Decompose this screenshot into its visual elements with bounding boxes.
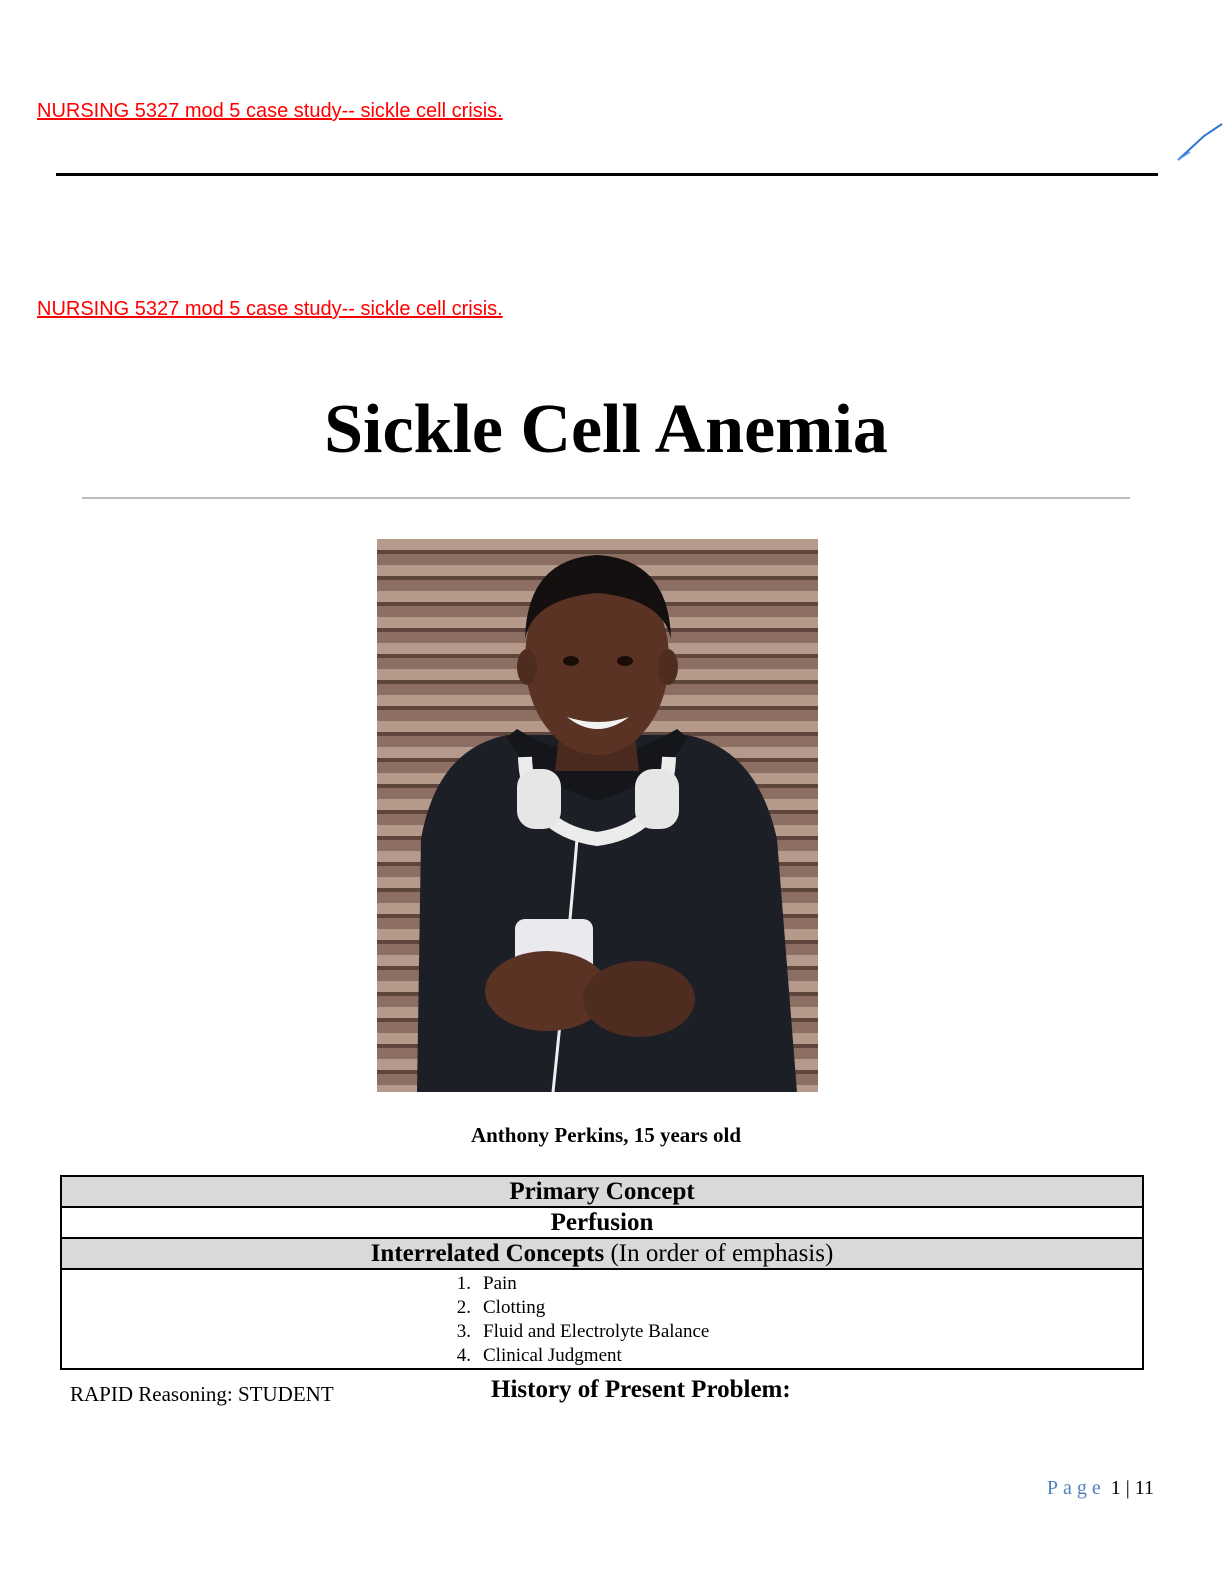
list-item	[433, 1320, 833, 1344]
list-item-label: Clotting	[483, 1297, 546, 1318]
list-item	[433, 1272, 833, 1296]
list-item-number: 2.	[456, 1297, 471, 1318]
list-item	[433, 1344, 833, 1368]
page-total: 11	[1134, 1477, 1154, 1499]
interrelated-concepts-list	[371, 1272, 833, 1368]
page-number	[1047, 1474, 1154, 1502]
concept-table	[60, 1175, 1144, 1370]
list-item-label: Fluid and Electrolyte Balance	[483, 1321, 710, 1342]
rapid-reasoning-label: RAPID Reasoning: STUDENT	[70, 1382, 334, 1406]
pen-stroke-mark	[1176, 122, 1224, 164]
list-item-label: Pain	[483, 1273, 517, 1294]
interrelated-concepts-list-cell	[61, 1269, 1143, 1369]
interrelated-concepts-heading	[61, 1238, 1143, 1269]
list-item-number: 1.	[456, 1273, 471, 1294]
list-item-number: 3.	[456, 1321, 471, 1342]
section-heading: History of Present Problem:	[491, 1376, 791, 1403]
header-divider	[56, 173, 1158, 176]
photo-caption: Anthony Perkins, 15 years old	[470, 1123, 742, 1147]
page-current: 1	[1110, 1477, 1121, 1499]
interrelated-concepts-note: (In order of emphasis)	[610, 1240, 834, 1267]
document-link[interactable]: NURSING 5327 mod 5 case study-- sickle cell crisis.	[37, 298, 503, 320]
page-title: Sickle Cell Anemia	[324, 391, 888, 468]
list-item	[433, 1296, 833, 1320]
list-item-label: Clinical Judgment	[483, 1345, 622, 1366]
page-separator: |	[1125, 1477, 1130, 1499]
primary-concept-heading: Primary Concept	[61, 1176, 1143, 1207]
patient-photo	[377, 539, 818, 1092]
title-divider	[82, 497, 1130, 499]
page-word: Page	[1046, 1477, 1106, 1499]
interrelated-concepts-label: Interrelated Concepts	[370, 1240, 605, 1267]
list-item-number: 4.	[456, 1345, 471, 1366]
header-document-link[interactable]: NURSING 5327 mod 5 case study-- sickle cell crisis.	[37, 100, 503, 122]
primary-concept-value: Perfusion	[61, 1207, 1143, 1238]
